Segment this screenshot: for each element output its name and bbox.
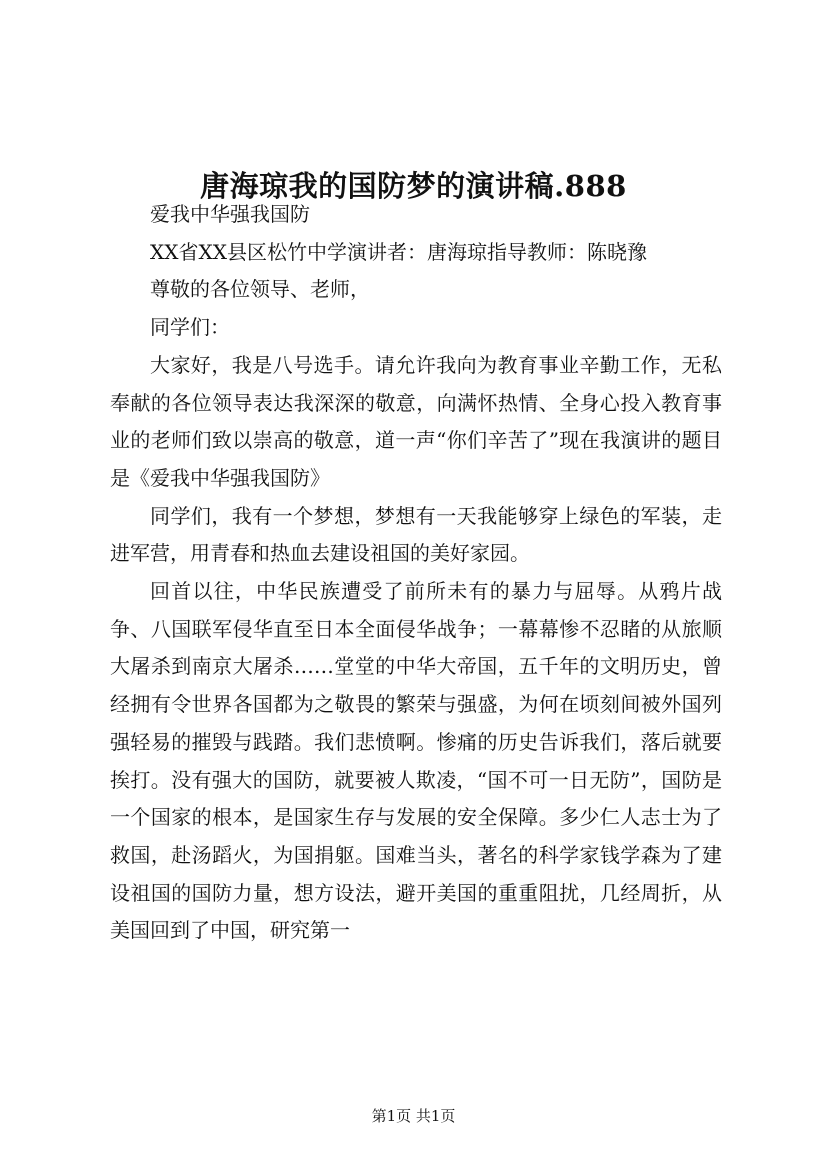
paragraph-salutation-students: 同学们： bbox=[150, 315, 230, 340]
paragraph-author-info: XX省XX县区松竹中学演讲者：唐海琼指导教师：陈晓豫 bbox=[150, 239, 647, 264]
document-title: 唐海琼我的国防梦的演讲稿.888 bbox=[200, 169, 627, 204]
paragraph-greeting: 大家好，我是八号选手。请允许我向为教育事业辛勤工作，无私奉献的各位领导表达我深深的敬意，向满怀热情、全身心投入教育事业的老师们致以崇高的敬意，道一声“你们辛苦了”现在我演讲的题目是《爱我中华强我国防》 bbox=[110, 352, 722, 490]
paragraph-salutation: 尊敬的各位领导、老师， bbox=[150, 277, 370, 302]
paragraph-subtitle: 爱我中华强我国防 bbox=[150, 202, 310, 226]
paragraph-dream: 同学们，我有一个梦想，梦想有一天我能够穿上绿色的军装，走进军营，用青春和热血去建设祖国的美好家园。 bbox=[110, 503, 722, 566]
page-number-footer: 第1页 共1页 bbox=[371, 1107, 456, 1125]
paragraph-history: 回首以往，中华民族遭受了前所未有的暴力与屈辱。从鸦片战争、八国联军侵华直至日本全面侵华战争；一幕幕惨不忍睹的从旅顺大屠杀到南京大屠杀……堂堂的中华大帝国，五千年的文明历史，曾经拥有令世界各国都为之敬畏的繁荣与强盛，为何在顷刻间被外国列强轻易的摧毁与践踏。我们悲愤啊。惨痛的历史告诉我们，落后就要挨打。没有强大的国防，就要被人欺凌，“国不可一日无防”，国防是一个国家的根本，是国家生存与发展的安全保障。多少仁人志士为了救国，赴汤蹈火，为国捐躯。国难当头，著名的科学家钱学森为了建设祖国的国防力量，想方设法，避开美国的重重阻扰，几经周折，从美国回到了中国，研究第一 bbox=[110, 579, 722, 943]
document-body bbox=[110, 196, 722, 950]
